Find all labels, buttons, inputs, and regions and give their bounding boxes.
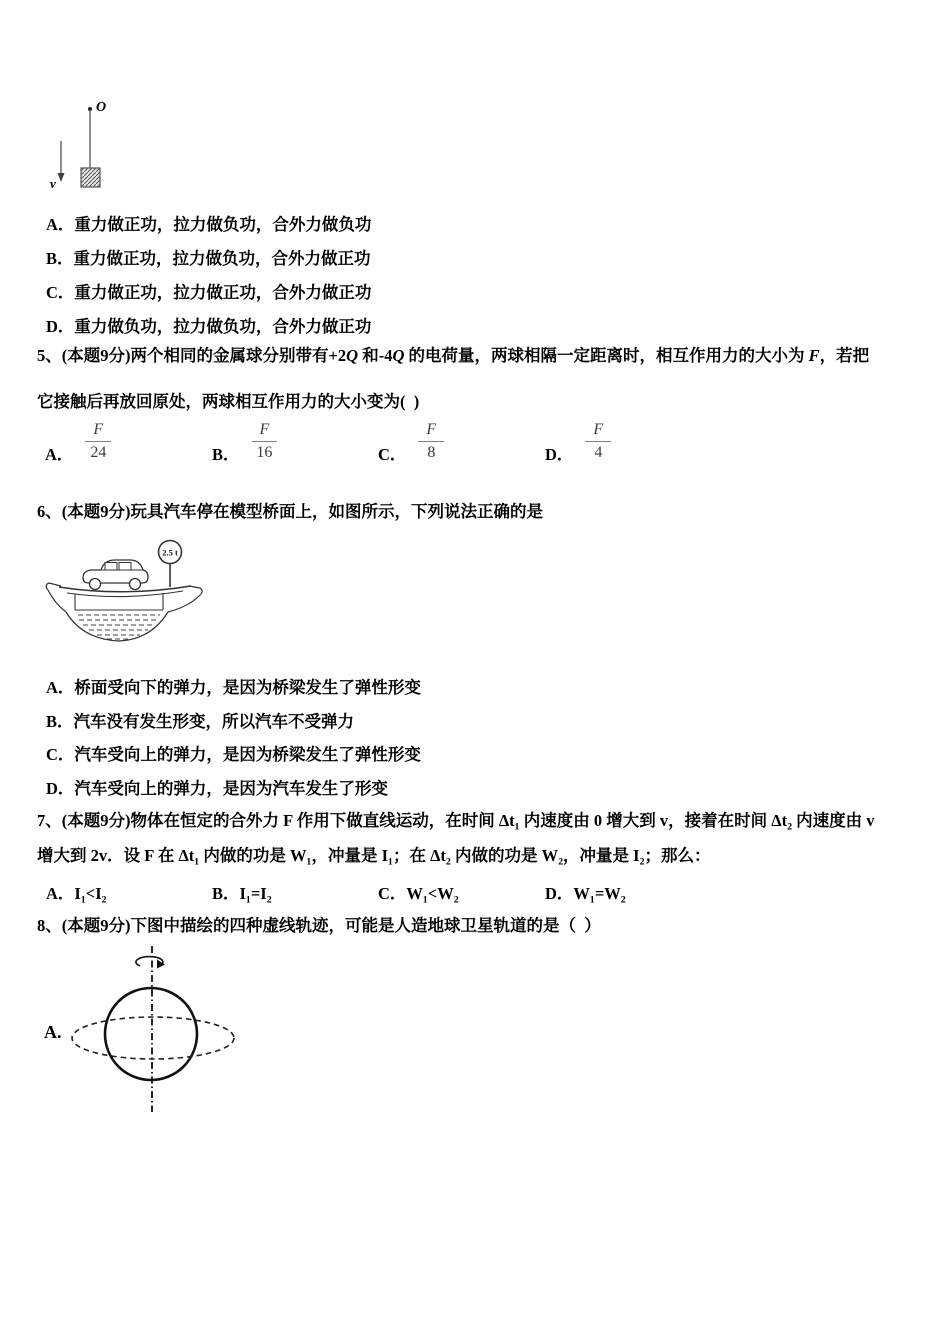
car-window-front bbox=[105, 563, 117, 571]
q5-option-a bbox=[45, 420, 111, 464]
fraction-denominator: 24 bbox=[90, 444, 107, 461]
q5-option-b bbox=[212, 420, 277, 464]
bridge-figure bbox=[45, 528, 205, 663]
fraction-denominator: 8 bbox=[427, 444, 436, 461]
q5-stem-seg: 的电荷量，两球相隔一定距离时，相互作用力的大小为 bbox=[404, 346, 809, 365]
q5-force-symbol: F bbox=[808, 346, 820, 365]
velocity-label: v bbox=[50, 176, 56, 191]
q5-stem-line1 bbox=[37, 346, 869, 366]
satellite-orbit-figure bbox=[56, 944, 256, 1116]
q5-option-d bbox=[545, 420, 611, 464]
right-bank bbox=[168, 586, 202, 612]
q6-stem: 6、(本题9分)玩具汽车停在模型桥面上，如图所示，下列说法正确的是 bbox=[37, 502, 543, 521]
q4-option-a-text: 重力做正功，拉力做负功，合外力做负功 bbox=[74, 215, 372, 234]
q7-option-a-letter: A． bbox=[46, 884, 75, 903]
q7-option-d-letter: D． bbox=[545, 884, 574, 903]
car-wheel-left bbox=[90, 579, 101, 590]
q7-option-b-letter: B． bbox=[212, 884, 240, 903]
bridge-deck-top bbox=[59, 586, 191, 592]
q5-stem-line2: 它接触后再放回原处，两球相互作用力的大小变为( ) bbox=[37, 392, 420, 411]
q7-option-c-text: W₁<W₂ bbox=[406, 884, 459, 903]
q5-stem-seg: 和-4 bbox=[358, 346, 393, 365]
water-lines bbox=[78, 615, 160, 639]
q8-stem: 8、(本题9分)下图中描绘的四种虚线轨迹，可能是人造地球卫星轨道的是（ ） bbox=[37, 916, 601, 935]
q6-option-d-text: 汽车受向上的弹力，是因为汽车发生了形变 bbox=[74, 779, 388, 798]
block-hatching bbox=[81, 168, 100, 187]
fraction bbox=[418, 420, 444, 464]
rotation-arrow-head bbox=[157, 960, 165, 969]
q8-option-a-letter: A. bbox=[44, 1022, 62, 1042]
fraction-numerator: F bbox=[85, 420, 111, 442]
q6-option-c-letter: C． bbox=[46, 745, 75, 764]
fraction bbox=[252, 420, 278, 464]
q6-option-a-text: 桥面受向下的弹力，是因为桥梁发生了弹性形变 bbox=[74, 678, 421, 697]
q5-charge-symbol: Q bbox=[392, 346, 405, 365]
water-bowl-outline bbox=[66, 612, 168, 641]
q6-option-b-letter: B． bbox=[46, 712, 74, 731]
q4-option-b bbox=[46, 245, 371, 269]
q6-option-d bbox=[46, 775, 388, 799]
car-window-rear bbox=[119, 563, 131, 571]
toy-car bbox=[83, 560, 148, 590]
q6-option-d-letter: D． bbox=[46, 779, 75, 798]
q4-option-c bbox=[46, 279, 371, 303]
fraction-denominator: 16 bbox=[256, 444, 273, 461]
sign-label: 2.5 t bbox=[162, 547, 178, 558]
q5-option-a-letter: A． bbox=[45, 444, 74, 464]
q4-option-d-text: 重力做负功，拉力做负功，合外力做正功 bbox=[74, 317, 372, 336]
q7-option-d-text: W₁=W₂ bbox=[573, 884, 626, 903]
q4-option-b-text: 重力做正功，拉力做负功，合外力做正功 bbox=[73, 249, 371, 268]
q6-option-c bbox=[46, 741, 421, 765]
q7-option-d bbox=[545, 880, 626, 904]
q7-option-a-text: I₁<I₂ bbox=[74, 884, 107, 903]
car-wheel-right bbox=[130, 579, 141, 590]
q7-option-c bbox=[378, 880, 459, 904]
q5-option-c bbox=[378, 420, 444, 464]
q7-stem-line1: 7、(本题9分)物体在恒定的合外力 F 作用下做直线运动，在时间 Δt₁ 内速度由 0 增大到 v，接着在时间 Δt₂ 内速度由 v bbox=[37, 811, 875, 830]
q5-charge-symbol: Q bbox=[346, 346, 359, 365]
q7-stem-line2: 增大到 2v．设 F 在 Δt₁ 内做的功是 W₁，冲量是 I₁；在 Δt₂ 内做的功是 W₂，冲量是 I₂；那么： bbox=[37, 846, 711, 865]
q6-option-b bbox=[46, 708, 354, 732]
q6-option-a bbox=[46, 674, 421, 698]
q6-option-c-text: 汽车受向上的弹力，是因为桥梁发生了弹性形变 bbox=[74, 745, 421, 764]
q4-option-d-letter: D． bbox=[46, 317, 75, 336]
fraction bbox=[85, 420, 111, 464]
q4-option-c-letter: C． bbox=[46, 283, 75, 302]
orbit-ellipse bbox=[72, 1017, 234, 1059]
q5-option-d-letter: D． bbox=[545, 444, 574, 464]
q7-option-a bbox=[46, 880, 107, 904]
q6-option-b-text: 汽车没有发生形变，所以汽车不受弹力 bbox=[73, 712, 355, 731]
q4-option-c-text: 重力做正功，拉力做正功，合外力做正功 bbox=[74, 283, 372, 302]
q4-option-a-letter: A． bbox=[46, 215, 75, 234]
q5-stem-seg: 5、(本题9分)两个相同的金属球分别带有+2 bbox=[37, 346, 347, 365]
velocity-arrow-head bbox=[58, 173, 65, 182]
fraction-numerator: F bbox=[585, 420, 611, 442]
q5-option-b-letter: B． bbox=[212, 444, 240, 464]
q5-stem-seg: ，若把 bbox=[819, 346, 870, 365]
q7-option-c-letter: C． bbox=[378, 884, 407, 903]
q4-option-a bbox=[46, 211, 371, 235]
q4-option-b-letter: B． bbox=[46, 249, 74, 268]
fraction-numerator: F bbox=[418, 420, 444, 442]
q6-option-a-letter: A． bbox=[46, 678, 75, 697]
earth-circle bbox=[105, 988, 197, 1080]
q5-option-c-letter: C． bbox=[378, 444, 407, 464]
fraction bbox=[585, 420, 611, 464]
pendulum-top-label: O bbox=[96, 100, 107, 115]
fraction-denominator: 4 bbox=[594, 444, 603, 461]
q7-option-b bbox=[212, 880, 272, 904]
fraction-numerator: F bbox=[252, 420, 278, 442]
q4-option-d bbox=[46, 313, 371, 337]
q7-option-b-text: I₁=I₂ bbox=[239, 884, 272, 903]
